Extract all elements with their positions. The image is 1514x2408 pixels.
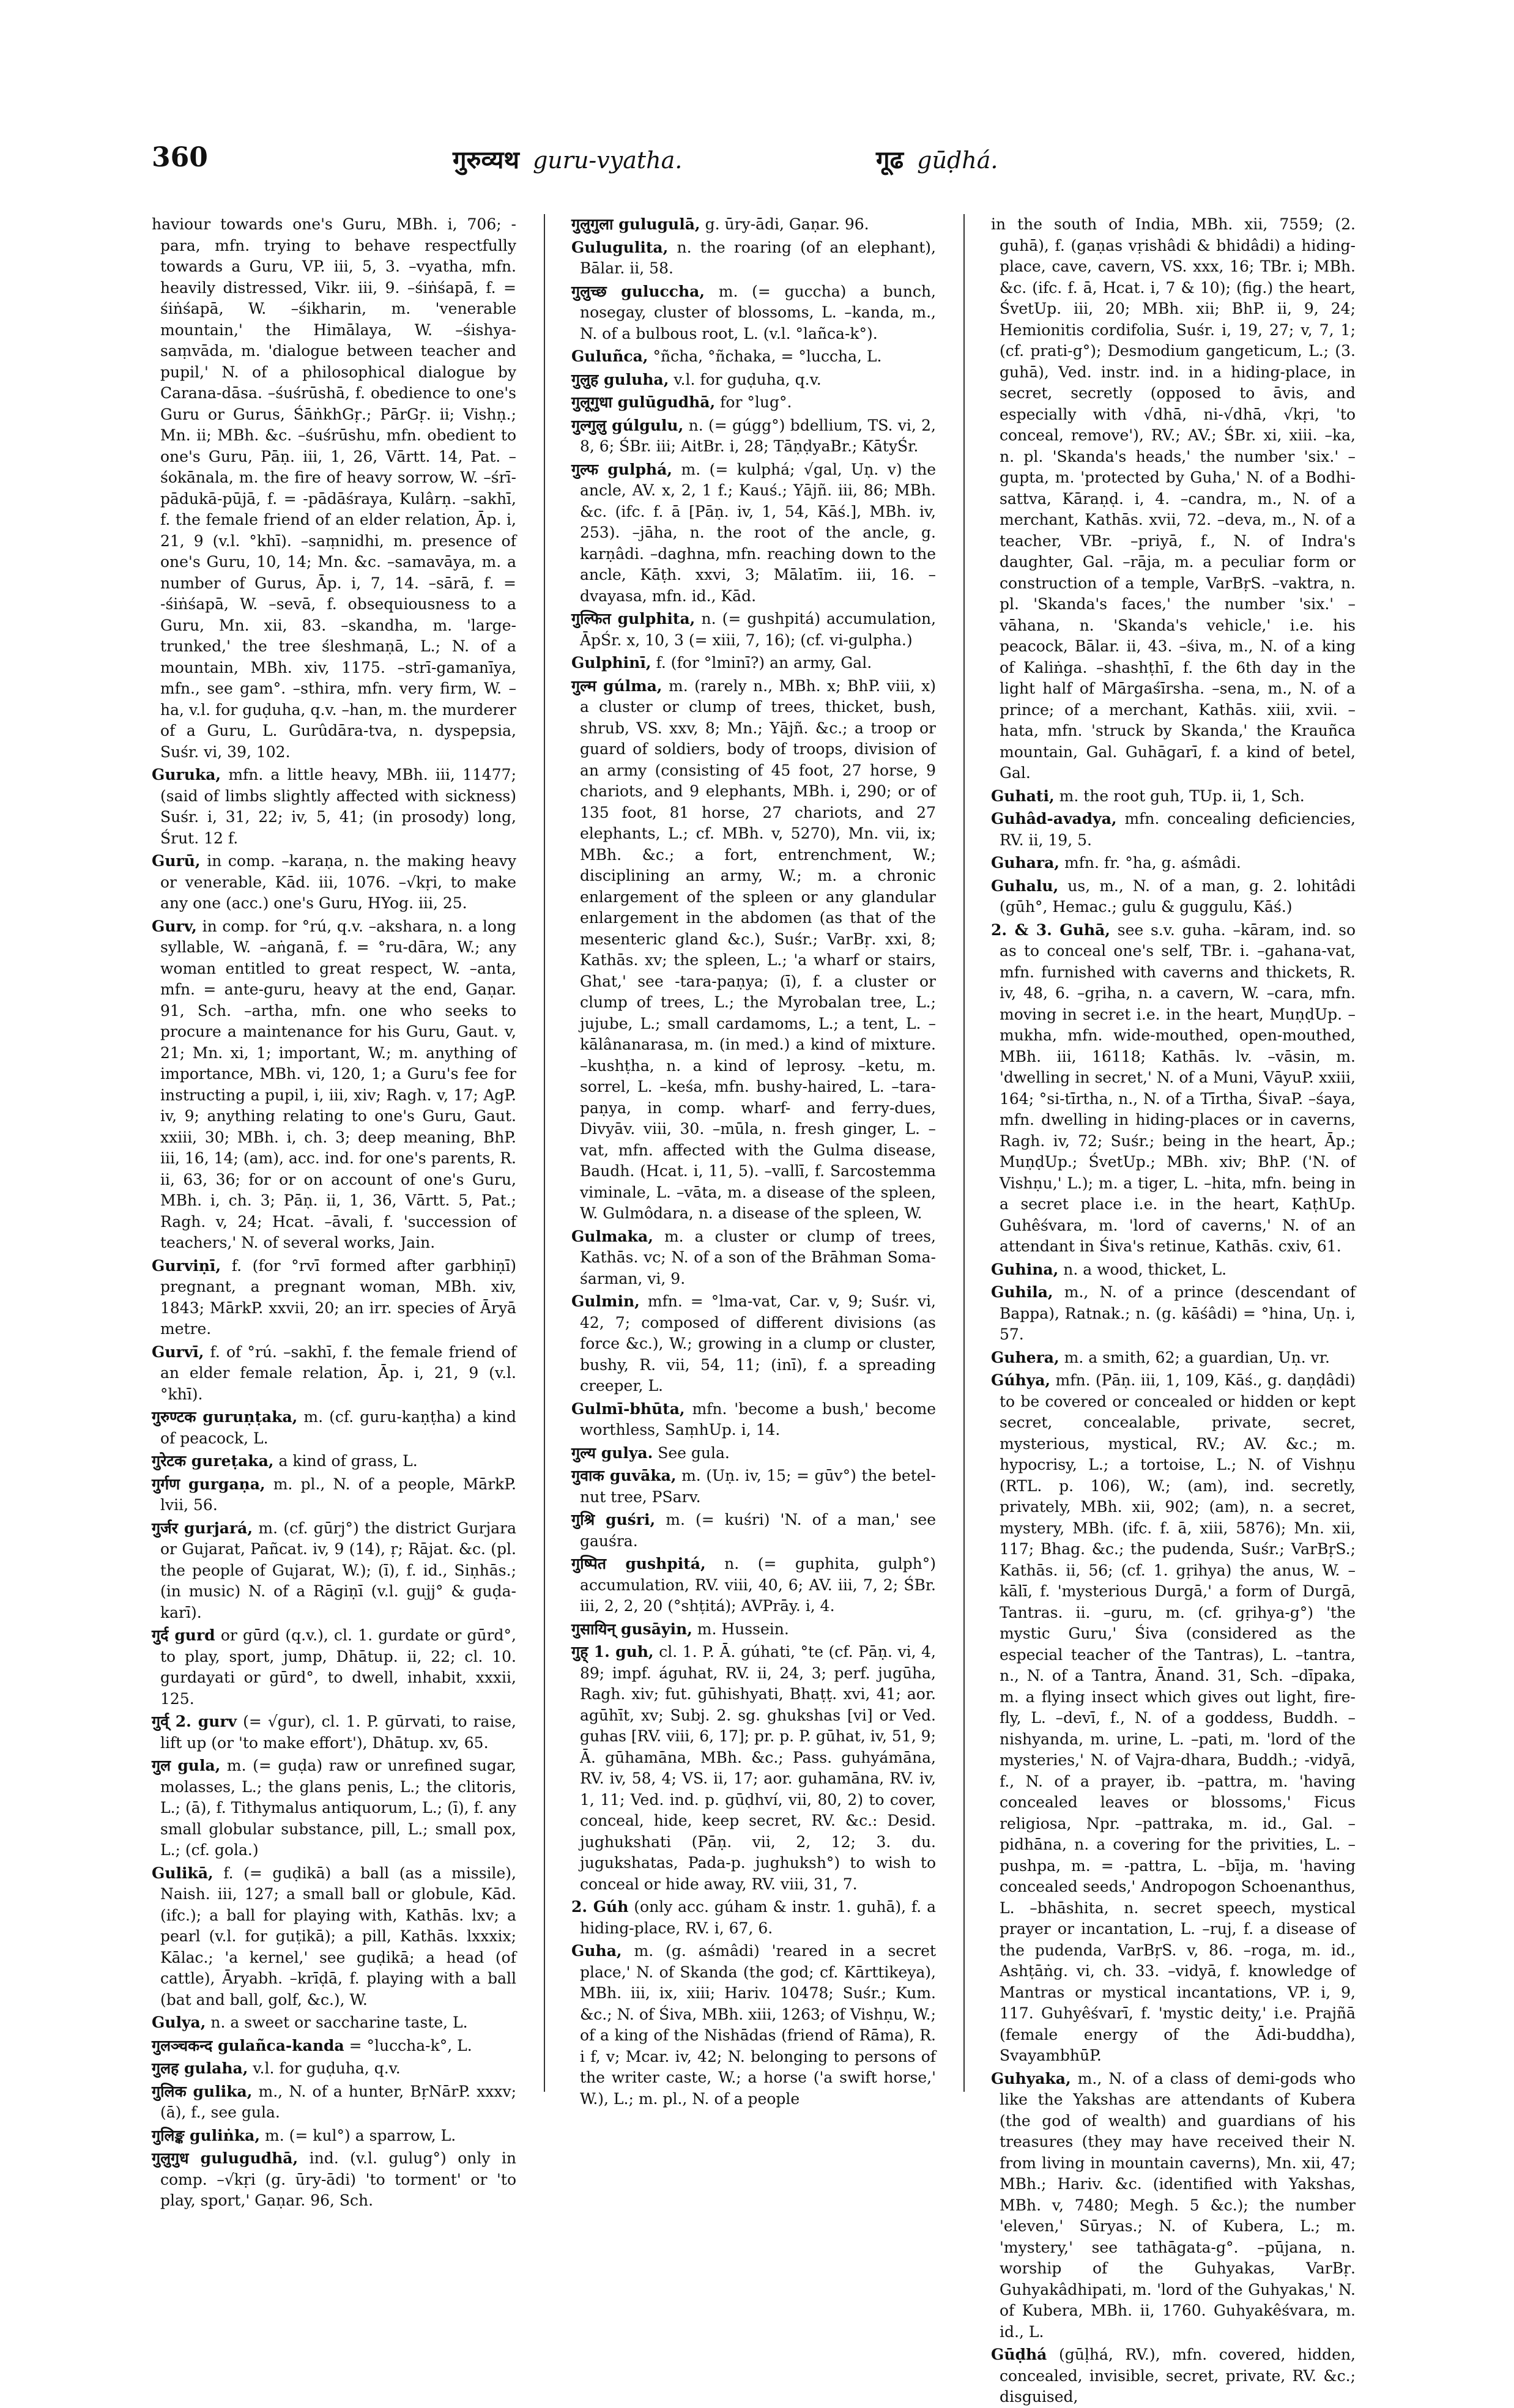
entry-headword: गुल्फ gulphá, xyxy=(571,460,673,478)
entry-headword: Guluñca, xyxy=(571,347,648,365)
entry-text: m. a cluster or clump of trees, Kathās. vc; N. of a son of the Brāhman Soma-śarman, vi, 9. xyxy=(580,1227,937,1287)
entry-headword: गुलुगुध gulugudhā, xyxy=(152,2149,299,2167)
entry-headword: Gulmaka, xyxy=(571,1227,653,1245)
dictionary-entry xyxy=(571,1897,936,1939)
dictionary-entry xyxy=(571,237,936,280)
entry-headword: गुर्जर gurjará, xyxy=(152,1519,253,1537)
entry-text: or gūrd (q.v.), cl. 1. gurdate or gūrd°, to play, sport, jump, Dhātup. ii, 22; cl. 10. gurdayati or gūrd°, to dwell, inhabit, xxxii, 125. xyxy=(160,1626,516,1708)
entry-headword: गुल्गुलु gúlgulu, xyxy=(571,416,684,434)
entry-headword: गुर्व् 2. gurv xyxy=(152,1713,237,1730)
entry-headword: गुलञ्चकन्द gulañca-kanda xyxy=(152,2036,344,2054)
header-left-transliteration: guru-vyatha. xyxy=(532,147,683,174)
entry-headword: Gulmī-bhūta, xyxy=(571,1399,685,1418)
entry-text: see s.v. guha. –kāram, ind. so as to conceal one's self, TBr. i. –gahana-vat, mfn. furnished with caverns and thickets, R. iv, 48, 6. –gṛiha, n. a cavern, W. –cara, mfn. moving in secret i.e. in the heart, MuṇḍUp. –mukha, mfn. wide-mouthed, open-mouthed, MBh. iii, 16118; Kathās. lv. –vāsin, m. 'dwelling in secret,' N. of a Muni, VāyuP. xxiii, 164; °si-tīrtha, n., N. of a Tīrtha, ŚivaP. –śaya, mfn. dwelling in hiding-places or in caverns, Ragh. iv, 72; Suśr.; being in the heart, Āp.; MuṇḍUp.; ŚvetUp.; MBh. xiv; BhP. ('N. of Vishṇu,' L.); m. a tiger, L. –hita, mfn. being in a secret place i.e. in the heart, KaṭhUp. Guhêśvara, m. 'lord of caverns,' N. of an attendant in Śiva's retinue, Kathās. cxiv, 61. xyxy=(1000,921,1356,1255)
entry-text: m., N. of a prince (descendant of Bappa), Ratnak.; n. (g. kāśâdi) = °hina, Uṇ. i, 57. xyxy=(1000,1283,1356,1343)
dictionary-entry xyxy=(152,1474,516,1516)
entry-headword: Gulya, xyxy=(152,2013,206,2031)
dictionary-entry xyxy=(571,459,936,607)
running-header xyxy=(152,142,1356,179)
column-middle xyxy=(571,214,937,2108)
entry-headword: Guhera, xyxy=(991,1348,1059,1366)
entry-headword: Gurviṇī, xyxy=(152,1256,221,1275)
entry-text: m. pl., N. of a people, MārkP. lvii, 56. xyxy=(160,1475,516,1514)
entry-text: for °lug°. xyxy=(720,393,792,411)
entry-text: (only acc. gúham & instr. 1. guhā), f. a hiding-place, RV. i, 67, 6. xyxy=(580,1898,936,1937)
page-number: 360 xyxy=(152,142,208,173)
entry-text: m. (= guccha) a bunch, nosegay, cluster of blossoms, L. –kanda, m., N. of a bulbous root, L. (v.l. °lañca-k°). xyxy=(580,282,937,343)
entry-text: (gūḷhá, RV.), mfn. covered, hidden, concealed, invisible, secret, private, RV. &c.; disguised, xyxy=(1000,2346,1356,2406)
dictionary-entry xyxy=(991,214,1356,784)
entry-headword: गुसायिन् gusāyin, xyxy=(571,1620,692,1638)
entry-headword: Gulugulita, xyxy=(571,238,669,256)
dictionary-entry xyxy=(991,920,1356,1258)
dictionary-entry xyxy=(571,369,936,391)
dictionary-entry xyxy=(571,214,936,235)
dictionary-entry xyxy=(571,415,936,458)
entry-headword: Gulphinī, xyxy=(571,654,651,672)
entry-headword: गुलुगुला gulugulā, xyxy=(571,215,700,233)
entry-text: ind. (v.l. gulug°) only in comp. –√kṛi (g. ūry-ādi) 'to torment' or 'to play, sport,' Gaṇar. 96, Sch. xyxy=(160,2149,516,2209)
header-right-transliteration: gūḍhá. xyxy=(917,147,998,174)
entry-headword: Guhyaka, xyxy=(991,2069,1071,2088)
dictionary-entry xyxy=(152,1863,516,2011)
dictionary-entry xyxy=(152,916,516,1254)
entry-text: mfn. (Pāṇ. iii, 1, 109, Kāś., g. daṇḍâdi) to be covered or concealed or hidden or kept secret, concealable, private, secret, mysterious, mystical, RV.; AV. &c.; m. hypocrisy, L.; a tortoise, L.; N. of Vishṇu (RTL. p. 106), W.; (am), ind. secretly, privately, MBh. xii, 902; (am), n. a secret, mystery, MBh. (ifc. f. ā, xiii, 5876); Mn. xii, 117; Bhag. &c.; the pudenda, Suśr.; VarBṛS.; Kathās. ii, 56; (cf. 1. gṛihya) the anus, W. –kālī, f. 'mysterious Durgā,' a form of Durgā, Tantras. ii. –guru, m. (cf. gṛihya-g°) 'the mystic Guru,' Śiva (considered as the especial teacher of the Tantras), L. –tantra, n., N. of a Tantra, Ānand. 31, Sch. –dīpaka, m. a flying insect which gives out light, fire-fly, L. –devī, f., N. of a goddess, Buddh. –nishyanda, m. urine, L. –pati, m. 'lord of the mysteries,' N. of Vajra-dhara, Buddh.; -vidyā, f., N. of a prayer, ib. –pattra, m. 'having concealed leaves or blossoms,' Ficus religiosa, Npr. –pattraka, m. id., Gal. –pidhāna, n. a covering for the privities, L. –pushpa, m. = -pattra, L. –bīja, m. 'having concealed seeds,' Andropogon Schoenanthus, L. –bhāshita, n. secret speech, mystical prayer or incantation, L. –ruj, f. a disease of the pudenda, VarBṛS. v, 86. –roga, m. id., Ashṭāṅg. vi, ch. 33. –vidyā, f. knowledge of Mantras or mystical incantations, VP. i, 9, 117. Guhyêśvarī, f. 'mystic deity,' i.e. Prajñā (female energy of the Ādi-buddha), SvayambhūP. xyxy=(1000,1371,1356,2064)
entry-headword: गुल्य gulya. xyxy=(571,1443,653,1462)
entry-headword: Guhara, xyxy=(991,854,1059,872)
entry-text: n. a sweet or saccharine taste, L. xyxy=(210,2013,468,2031)
dictionary-entry xyxy=(991,1259,1356,1281)
entry-headword: गुलिङ्क guliṅka, xyxy=(152,2126,261,2144)
dictionary-entry xyxy=(152,765,516,849)
dictionary-entry xyxy=(571,1226,936,1290)
header-left-word xyxy=(453,142,682,176)
entry-headword: Gurū, xyxy=(152,852,201,870)
dictionary-entry xyxy=(571,346,936,368)
entry-text: f. of °rú. –sakhī, f. the female friend of an elder female relation, Āp. i, 21, 9 (v.l. °khī). xyxy=(160,1343,516,1403)
dictionary-entry xyxy=(152,1342,516,1406)
entry-headword: गुलिक gulika, xyxy=(152,2082,253,2100)
header-right-word xyxy=(876,142,998,176)
entry-headword: गुश्रि guśri, xyxy=(571,1511,656,1528)
header-right-devanagari: गूढ xyxy=(876,146,904,174)
dictionary-entry xyxy=(571,1465,936,1508)
dictionary-entry xyxy=(571,653,936,674)
column-divider xyxy=(963,214,965,2092)
entry-text: = °luccha-k°, L. xyxy=(349,2036,472,2054)
entry-text: in comp. –karaṇa, n. the making heavy or venerable, Kād. iii, 1076. –√kṛi, to make any one (acc.) one's Guru, HYog. iii, 25. xyxy=(160,852,516,912)
entry-text: m. (rarely n., MBh. x; BhP. viii, x) a cluster or clump of trees, thicket, bush, shrub, VS. xxv, 8; Mn.; Yājñ. &c.; a troop or guard of soldiers, body of troops, division of an army (consisting of 45 foot, 27 horse, 9 chariots, and 9 elephants, MBh. i, 290; or of 135 foot, 81 horse, 27 chariots, and 27 elephants, L.; cf. MBh. v, 5270), Mn. vii, ix; MBh. &c.; a fort, entrenchment, W.; disciplining an army, W.; m. a chronic enlargement of the spleen or any glandular enlargement in the abdomen (as that of the mesenteric gland &c.), Suśr.; VarBṛ. xxi, 8; Kathās. xv; the spleen, L.; 'a wharf or stairs, Ghat,' see -tara-paṇya; (ī), f. a cluster or clump of trees, L.; the Myrobalan tree, L.; jujube, L.; small cardamoms, L.; a tent, L. –kālânanarasa, m. (in med.) a kind of mixture. –kushṭha, n. a kind of leprosy. –ketu, m. sorrel, L. –keśa, mfn. bushy-haired, L. –tara-paṇya, in comp. wharf- and ferry-dues, Divyāv. viii, 30. –mūla, n. fresh ginger, L. –vat, mfn. affected with the Gulma disease, Baudh. (Hcat. i, 11, 5). –vallī, f. Sarcostemma viminale, L. –vāta, m. a disease of the spleen, W. Gulmôdara, n. a disease of the spleen, W. xyxy=(580,676,936,1222)
dictionary-entry xyxy=(991,1282,1356,1346)
entry-text: f. (for °rvī formed after garbhiṇī) pregnant, a pregnant woman, MBh. xiv, 1843; MārkP. xxvii, 20; an irr. species of Āryā metre. xyxy=(160,1256,517,1338)
dictionary-entry xyxy=(991,2069,1356,2343)
entry-text: f. (= guḍikā) a ball (as a missile), Naish. iii, 127; a small ball or globule, Kād. (ifc.); a ball for playing with, Kathās. lxv; a pearl (v.l. for guṭikā); a pill, Kathās. lxxxix; Kālac.; 'a kernel,' see guḍikā; a head (of cattle), Āryabh. –krīḍā, f. playing with a ball (bat and ball, golf, &c.), W. xyxy=(160,1864,517,2009)
entry-text: in comp. for °rú, q.v. –akshara, n. a long syllable, W. –aṅganā, f. = °ru-dāra, W.; any woman entitled to great respect, W. –anta, mfn. = ante-guru, heavy at the end, Gaṇar. 91, Sch. –artha, mfn. one who seeks to procure a maintenance for his Guru, Gaut. v, 21; Mn. xi, 1; important, W.; m. anything of importance, MBh. vi, 120, 1; a Guru's fee for instructing a pupil, i, iii, xiv; Ragh. v, 17; AgP. iv, 9; anything relating to one's Guru, Gaut. xxiii, 30; MBh. i, ch. 3; deep meaning, BhP. iii, 16, 14; (am), acc. ind. for one's parents, R. ii, 63, 36; for or on account of one's Guru, MBh. i, ch. 3; Pāṇ. ii, 1, 36, Vārtt. 5, Pat.; Ragh. v, 24; Hcat. –āvali, f. 'succession of teachers,' N. of several works, Jain. xyxy=(160,917,517,1251)
column-left xyxy=(152,214,517,2209)
entry-headword: Gūḍhá xyxy=(991,2346,1047,2363)
dictionary-entry xyxy=(152,2148,516,2212)
entry-text: mfn. fr. °ha, g. aśmâdi. xyxy=(1064,854,1241,872)
entry-text: m. the root guh, TUp. ii, 1, Sch. xyxy=(1059,787,1305,805)
entry-text: mfn. concealing deficiencies, RV. ii, 19, 5. xyxy=(1000,810,1356,849)
dictionary-entry xyxy=(152,214,516,763)
entry-headword: Guhâd-avadya, xyxy=(991,810,1117,828)
entry-headword: Gúhya, xyxy=(991,1371,1051,1389)
entry-headword: गुल्म gúlma, xyxy=(571,676,662,695)
entry-headword: गुरुण्टक guruṇṭaka, xyxy=(152,1408,298,1426)
entry-text: haviour towards one's Guru, MBh. i, 706; -para, mfn. trying to behave respectfully towards a Guru, VP. iii, 5, 3. –vyatha, mfn. heavily distressed, Vikr. iii, 9. –śiṅśapā, f. = śiṅśapā, W. –śikharin, m. 'venerable mountain,' the Himālaya, W. –śishya-saṃvāda, m. 'dialogue between teacher and pupil,' N. of a philosophical dialogue by Carana-dāsa. –śuśrūshā, f. obedience to one's Guru or Gurus, ŚāṅkhGṛ.; PārGṛ. ii; Vishṇ.; Mn. ii; MBh. &c. –śuśrūshu, mfn. obedient to one's Guru, Pāṇ. iii, 1, 26, Vārtt. 14, Pat. –śokānala, m. the fire of heavy sorrow, W. –śrī-pādukā-pūjā, f. = -pādāśraya, Kulârṇ. –sakhī, f. the female friend of an elder relation, Āp. i, 21, 9 (v.l. °khī). –saṃnidhi, m. presence of one's Guru, 10, 14; Mn. &c. –samavāya, m. a number of Gurus, Āp. i, 7, 14. –sārā, f. = -śiṅśapā, W. –sevā, f. obsequiousness to a Guru, Mn. xii, 83. –skandha, m. 'large-trunked,' the tree śleshmaṇā, L.; N. of a mountain, MBh. xiv, 1175. –strī-gamanīya, mfn., see gam°. –sthira, mfn. very firm, W. –ha, v.l. for guḍuha, q.v. –han, m. the murderer of a Guru, L. Gurûdāra-tva, n. dyspepsia, Suśr. vi, 39, 102. xyxy=(152,215,516,761)
dictionary-entry xyxy=(571,392,936,413)
dictionary-entry xyxy=(991,1370,1356,2067)
entry-headword: गुलूगुधा gulūgudhā, xyxy=(571,393,716,411)
entry-text: m. (g. aśmâdi) 'reared in a secret place,' N. of Skanda (the god; cf. Kārttikeya), MBh. iii, ix, xiii; Hariv. 10478; Suśr.; Kum. &c.; N. of Śiva, MBh. xiii, 1263; of Vishṇu, W.; of a king of the Nishādas (friend of Rāma), R. i f, v; Mcar. iv, 42; N. belonging to persons of the writer caste, W.; a horse ('a swift horse,' W.), L.; m. pl., N. of a people xyxy=(580,1942,937,2108)
dictionary-entry xyxy=(571,676,936,1224)
dictionary-entry xyxy=(571,1941,936,2110)
entry-headword: Guha, xyxy=(571,1942,622,1960)
entry-headword: Guhalu, xyxy=(991,876,1059,895)
entry-headword: गुलुच्छ guluccha, xyxy=(571,282,705,300)
dictionary-entry xyxy=(152,1755,516,1861)
entry-headword: Guruka, xyxy=(152,766,221,784)
entry-text: m. (Uṇ. iv, 15; = gūv°) the betel-nut tree, PSarv. xyxy=(580,1467,936,1506)
dictionary-entry xyxy=(152,2012,516,2034)
dictionary-entry xyxy=(152,1451,516,1472)
column-right xyxy=(991,214,1356,2406)
entry-text: n. (= guphita, gulph°) accumulation, RV. viii, 40, 6; AV. iii, 7, 2; ŚBr. iii, 2, 2, 20 (°shṭitá); AVPrāy. i, 4. xyxy=(580,1555,936,1615)
header-left-devanagari: गुरुव्यथ xyxy=(453,146,519,174)
entry-text: a kind of grass, L. xyxy=(278,1452,418,1470)
dictionary-entry xyxy=(571,1291,936,1397)
dictionary-entry xyxy=(991,809,1356,851)
dictionary-entry xyxy=(152,2125,516,2147)
dictionary-entry xyxy=(571,609,936,651)
entry-headword: गुवाक guvāka, xyxy=(571,1467,677,1484)
dictionary-entry xyxy=(152,1518,516,1624)
entry-headword: Gulmin, xyxy=(571,1292,640,1310)
dictionary-entry xyxy=(152,1711,516,1754)
entry-headword: Guhina, xyxy=(991,1260,1059,1278)
entry-text: m. Hussein. xyxy=(697,1620,789,1638)
entry-text: °ñcha, °ñchaka, = °luccha, L. xyxy=(653,347,882,365)
dictionary-entry xyxy=(991,2344,1356,2408)
entry-text: n. (= gushpitá) accumulation, ĀpŚr. x, 10, 3 (= xiii, 7, 16); (cf. vi-gulpha.) xyxy=(580,610,937,649)
entry-text: n. the roaring (of an elephant), Bālar. ii, 58. xyxy=(580,238,937,277)
dictionary-entry xyxy=(152,1625,516,1710)
dictionary-entry xyxy=(152,2081,516,2124)
column-divider xyxy=(544,214,545,2092)
entry-headword: Gulikā, xyxy=(152,1864,213,1882)
entry-text: v.l. for guḍuha, q.v. xyxy=(253,2059,401,2077)
entry-text: (= √gur), cl. 1. P. gūrvati, to raise, lift up (or 'to make effort'), Dhātup. xv, 65. xyxy=(160,1713,516,1752)
entry-headword: Gurvī, xyxy=(152,1343,204,1361)
dictionary-entry xyxy=(152,1407,516,1449)
entry-headword: गुर्गण gurgaṇa, xyxy=(152,1475,265,1493)
dictionary-entry xyxy=(571,1554,936,1617)
entry-headword: 2. & 3. Guhā, xyxy=(991,921,1110,939)
dictionary-entry xyxy=(152,2036,516,2057)
entry-headword: गुह् 1. guh, xyxy=(571,1643,654,1661)
entry-headword: Gurv, xyxy=(152,917,197,935)
entry-text: m. (cf. guru-kaṇṭha) a kind of peacock, L. xyxy=(160,1408,516,1447)
entry-text: n. (= gúgg°) bdellium, TS. vi, 2, 8, 6; ŚBr. iii; AitBr. i, 28; TāṇḍyaBr.; KātyŚr. xyxy=(580,416,936,455)
dictionary-entry xyxy=(991,786,1356,807)
dictionary-entry xyxy=(152,851,516,914)
entry-headword: गुरेटक gureṭaka, xyxy=(152,1452,274,1470)
entry-text: v.l. for guḍuha, q.v. xyxy=(674,370,822,388)
entry-headword: गुल gula, xyxy=(152,1757,221,1774)
dictionary-entry xyxy=(571,1443,936,1464)
dictionary-entry xyxy=(571,1642,936,1895)
entry-text: g. ūry-ādi, Gaṇar. 96. xyxy=(705,215,869,233)
entry-headword: गुलह gulaha, xyxy=(152,2059,248,2077)
entry-headword: गुल्फित gulphita, xyxy=(571,610,696,628)
entry-text: cl. 1. P. Ā. gúhati, °te (cf. Pāṇ. vi, 4, 89; impf. águhat, RV. ii, 24, 3; perf. jugūha, Ragh. xiv; fut. gūhishyati, Bhaṭṭ. xvi, 41; aor. agūhīt, xv; Subj. 2. sg. ghukshas [vi] or Ved. guhas [RV. viii, 6, 17]; pr. p. P. gūhat, iv, 51, 9; Ā. gūhamāna, MBh. &c.; Pass. guhyámāna, RV. iv, 58, 4; VS. ii, 17; aor. guhamāna, RV. iv, 1, 11; Ved. ind. p. gūḍhví, vii, 80, 2) to cover, conceal, hide, keep secret, RV. &c.: Desid. jughukshati (Pāṇ. vii, 2, 12; 3. du. jugukshatas, Pada-p. jughuksh°) to wish to conceal or hide away, RV. viii, 31, 7. xyxy=(580,1643,937,1893)
dictionary-entry xyxy=(571,281,936,345)
entry-text: mfn. a little heavy, MBh. iii, 11477; (said of limbs slightly affected with sickness) Suśr. i, 31, 22; iv, 5, 41; (in prosody) long, Śrut. 12 f. xyxy=(160,766,516,847)
entry-headword: गुष्पित gushpitá, xyxy=(571,1555,706,1573)
dictionary-entry xyxy=(152,2058,516,2080)
entry-text: mfn. 'become a bush,' become worthless, SaṃhUp. i, 14. xyxy=(580,1399,936,1439)
entry-text: us, m., N. of a man, g. 2. lohitâdi (gūh°, Hemac.; gulu & guggulu, Kāś.) xyxy=(1000,876,1356,916)
entry-headword: 2. Gúh xyxy=(571,1898,629,1916)
entry-headword: गुलुह guluha, xyxy=(571,370,669,388)
entry-text: m. (= kuśri) 'N. of a man,' see gauśra. xyxy=(580,1511,937,1550)
entry-text: m. a smith, 62; a guardian, Uṇ. vr. xyxy=(1064,1348,1330,1366)
dictionary-entry xyxy=(571,1619,936,1640)
dictionary-entry xyxy=(571,1510,936,1552)
dictionary-entry xyxy=(991,876,1356,918)
entry-text: in the south of India, MBh. xii, 7559; (2. guhā), f. (gaṇas vṛishâdi & bhidâdi) a hiding-place, cave, cavern, VS. xxx, 16; TBr. i; MBh. &c. (ifc. f. ā, Hcat. i, 7 & 10); (fig.) the heart, ŚvetUp. iii, 20; MBh. xii; BhP. ii, 9, 24; Hemionitis cordifolia, Suśr. i, 19, 27; v, 7, 1; (cf. prati-g°); Desmodium gangeticum, L.; (3. guhā), Ved. instr. ind. in a hiding-place, in secret, secretly (opposed to āvis, and especially with √dhā, ni-√dhā, √kṛi, 'to conceal, remove'), RV.; AV.; ŚBr. xi, xiii. –ka, n. pl. 'Skanda's heads,' the number 'six.' –gupta, m. 'protected by Guha,' N. of a Bodhi-sattva, Kāraṇḍ. i, 4. –candra, m., N. of a merchant, Kathās. xvii, 72. –deva, m., N. of a teacher, VBr. –priyā, f., N. of Indra's daughter, Gal. –rāja, m. a peculiar form or construction of a temple, VarBṛS. –vaktra, n. pl. 'Skanda's faces,' the number 'six.' –vāhana, n. 'Skanda's vehicle,' i.e. his peacock, Bālar. ii, 43. –śiva, m., N. of a king of Kaliṅga. –shashṭhī, f. the 6th day in the light half of Mārgaśīrsha. –sena, m., N. of a prince; of a merchant, Kathās. xiii, xvii. –hata, mfn. 'struck by Skanda,' the Krauñca mountain, Gal. Guhāgarī, f. a kind of betel, Gal. xyxy=(991,215,1356,782)
dictionary-entry xyxy=(152,1256,516,1340)
dictionary-entry xyxy=(991,1347,1356,1369)
entry-text: See gula. xyxy=(658,1443,730,1462)
text-columns xyxy=(152,214,1356,2406)
entry-text: m. (cf. gūrj°) the district Gurjara or Gujarat, Pañcat. iv, 9 (14), ṛ; Rājat. &c. (pl. the people of Gujarat, W.); (ī), f. id., Siṇhās.; (in music) N. of a Rāgiṇī (v.l. gujj° & guḍa-karī). xyxy=(160,1519,517,1621)
entry-text: n. a wood, thicket, L. xyxy=(1063,1260,1227,1278)
entry-text: mfn. = °lma-vat, Car. v, 9; Suśr. vi, 42, 7; composed of different divisions (as force &c.), W.; growing in a clump or cluster, bushy, R. vii, 54, 11; (inī), f. a spreading creeper, L. xyxy=(580,1292,936,1395)
entry-text: m., N. of a hunter, BṛNārP. xxxv; (ā), f., see gula. xyxy=(160,2082,517,2121)
entry-headword: Guhati, xyxy=(991,787,1055,805)
dictionary-entry xyxy=(991,853,1356,874)
entry-text: m., N. of a class of demi-gods who like the Yakshas are attendants of Kubera (the god of wealth) and guardians of his treasures (they may have received their N. from living in mountain caverns), Mn. xii, 47; MBh.; Hariv. &c. (identified with Yakshas, MBh. v, 7480; Megh. 5 &c.); the number 'eleven,' Sūryas.; N. of Kubera, L.; m. 'mystery,' see tathāgata-g°. –pūjana, n. worship of the Guhyakas, VarBṛ. Guhyakâdhipati, m. 'lord of the Guhyakas,' N. of Kubera, MBh. ii, 1760. Guhyakêśvara, m. id., L. xyxy=(1000,2069,1356,2341)
entry-headword: गुर्द gurd xyxy=(152,1626,215,1644)
entry-text: m. (= guḍa) raw or unrefined sugar, molasses, L.; the glans penis, L.; the clitoris, L.; (ā), f. Tithymalus antiquorum, L.; (ī), f. any small globular substance, pill, L.; small pox, L.; (cf. gola.) xyxy=(160,1757,516,1859)
dictionary-entry xyxy=(571,1399,936,1441)
entry-text: m. (= kulphá; √gal, Uṇ. v) the ancle, AV. x, 2, 1 f.; Kauś.; Yājñ. iii, 86; MBh. &c. (ifc. f. ā [Pāṇ. iv, 1, 54, Kāś.], MBh. iv, 253). –jāha, n. the root of the ancle, g. karṇâdi. –daghna, mfn. reaching down to the ancle, Kāṭh. xxvi, 3; Mālatīm. iii, 16. –dvayasa, mfn. id., Kād. xyxy=(580,460,936,605)
entry-headword: Guhila, xyxy=(991,1283,1053,1301)
entry-text: f. (for °lminī?) an army, Gal. xyxy=(656,654,872,672)
entry-text: m. (= kul°) a sparrow, L. xyxy=(265,2126,456,2144)
